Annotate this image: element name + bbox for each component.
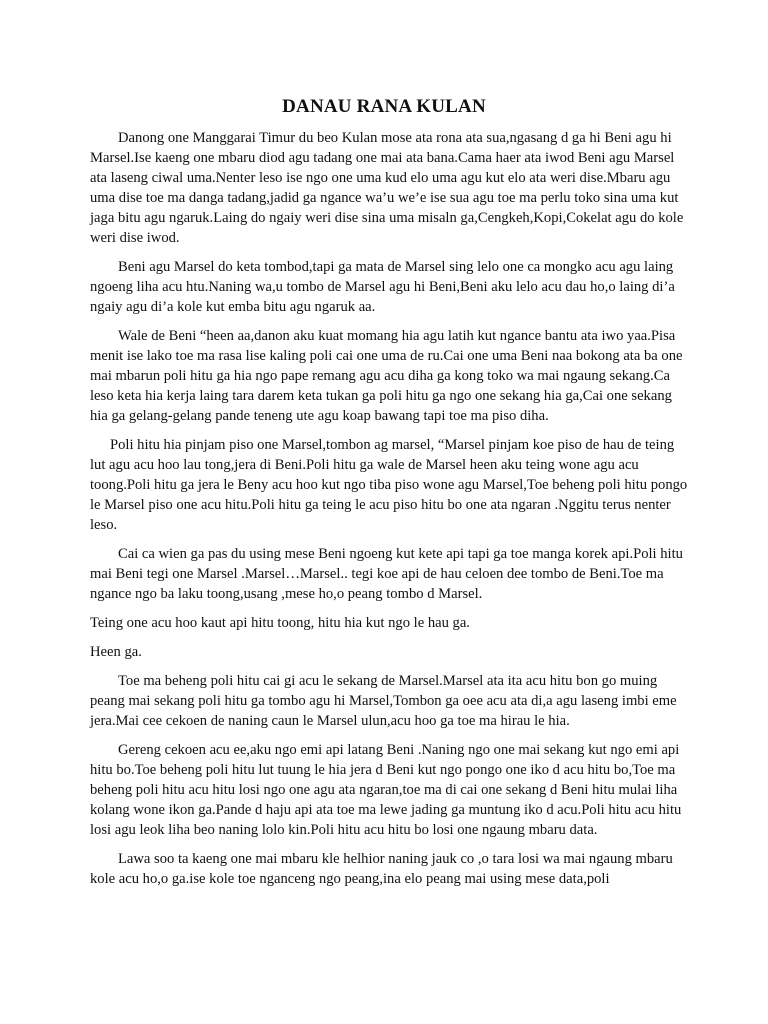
paragraph-1: Danong one Manggarai Timur du beo Kulan mose ata rona ata sua,ngasang d ga hi Beni agu hi Marsel.Ise kaeng one mbaru diod agu tadang one mai ata bana.Cama haer ata iwod Beni agu Marsel ata laseng ciwal uma.Nenter leso ise ngo one uma kud elo uma agu kut elo ata weri dise.Mbaru agu uma dise toe ma danga tadang,jadid ga ngance wa’u we’e ise sua agu toe ma perlu toko sina uma kut jaga bitu agu ngaruk.Laing do ngaiy weri dise sina uma misaln ga,Cengkeh,Kopi,Cokelat agu do kole weri dise iwod. (90, 130, 684, 246)
document-title: DANAU RANA KULAN (282, 96, 486, 117)
paragraph-7: Heen ga. (90, 644, 142, 660)
paragraph-10: Lawa soo ta kaeng one mai mbaru kle helhior naning jauk co ,o tara losi wa mai ngaung mbaru kole acu ho,o ga.ise kole toe nganceng ngo peang,ina elo peang mai using mese data,poli (90, 851, 673, 887)
paragraph-3: Wale de Beni “heen aa,danon aku kuat momang hia agu latih kut ngance bantu ata iwo yaa.Pisa menit ise lako toe ma rasa lise kaling poli cai one uma de ru.Cai one uma Beni naa bokong ata ba one mai mbarun poli hitu ga hia ngo pape remang agu acu diha ga kong toko wa mai ngaung sekang.Ca leso keta hia kerja laing tara darem keta tukan ga poli hitu ga ngo one sekang hia ga,Cai one sekang hia ga gelang-gelang pande teneng ute agu koap bawang tapi toe ma piso diha. (90, 328, 683, 424)
paragraph-5: Cai ca wien ga pas du using mese Beni ngoeng kut kete api tapi ga toe manga korek api.Poli hitu mai Beni tegi one Marsel .Marsel…Marsel.. tegi koe api de hau celoen dee tombo de Beni.Toe ma ngance ngo ba laku toong,usang ,mese ho,o peang tombo d Marsel. (90, 546, 683, 602)
paragraph-8: Toe ma beheng poli hitu cai gi acu le sekang de Marsel.Marsel ata ita acu hitu bon go muing peang mai sekang poli hitu ga tombo agu hi Marsel,Tombon ga oee acu ata di,a agu laseng imbi eme jera.Mai cee cekoen de naning caun le Marsel ulun,acu hoo ga toe ma hirau le hia. (90, 673, 677, 729)
paragraph-9: Gereng cekoen acu ee,aku ngo emi api latang Beni .Naning ngo one mai sekang kut ngo emi api hitu bo.Toe beheng poli hitu lut tuung le hia jera d Beni kut ngo pongo one iko d acu hitu bo,Toe ma beheng poli hitu acu hitu losi ngo one agu ata ngaran,toe ma di cai one sekang d Beni hitu mulai liha kolang wone ikon ga.Pande d haju api ata toe ma lewe jading ga muntung iko d acu.Poli hitu acu hitu losi agu leok liha beo naning lolo kin.Poli hitu acu hitu bo losi one ngaung mbaru data. (90, 742, 682, 838)
paragraph-6: Teing one acu hoo kaut api hitu toong, hitu hia kut ngo le hau ga. (90, 615, 470, 631)
document-body (90, 128, 690, 898)
paragraph-4: Poli hitu hia pinjam piso one Marsel,tombon ag marsel, “Marsel pinjam koe piso de hau de teing lut agu acu hoo lau tong,jera di Beni.Poli hitu ga wale de Marsel heen aku teing wone agu acu toong.Poli hitu ga jera le Beny acu hoo kut ngo tiba piso wone agu Marsel,Toe beheng poli hitu pongo le Marsel piso one acu hitu.Poli hitu ga teing le acu piso hitu bo one ata ngaran .Nggitu terus nenter leso. (90, 437, 688, 533)
paragraph-2: Beni agu Marsel do keta tombod,tapi ga mata de Marsel sing lelo one ca mongko acu agu laing ngoeng liha acu htu.Naning wa,u tombo de Marsel agu hi Beni,Beni aku lelo acu dau ho,o laing di’a ngaiy agu di’a kole kut emba bitu agu ngaruk aa. (90, 259, 675, 315)
